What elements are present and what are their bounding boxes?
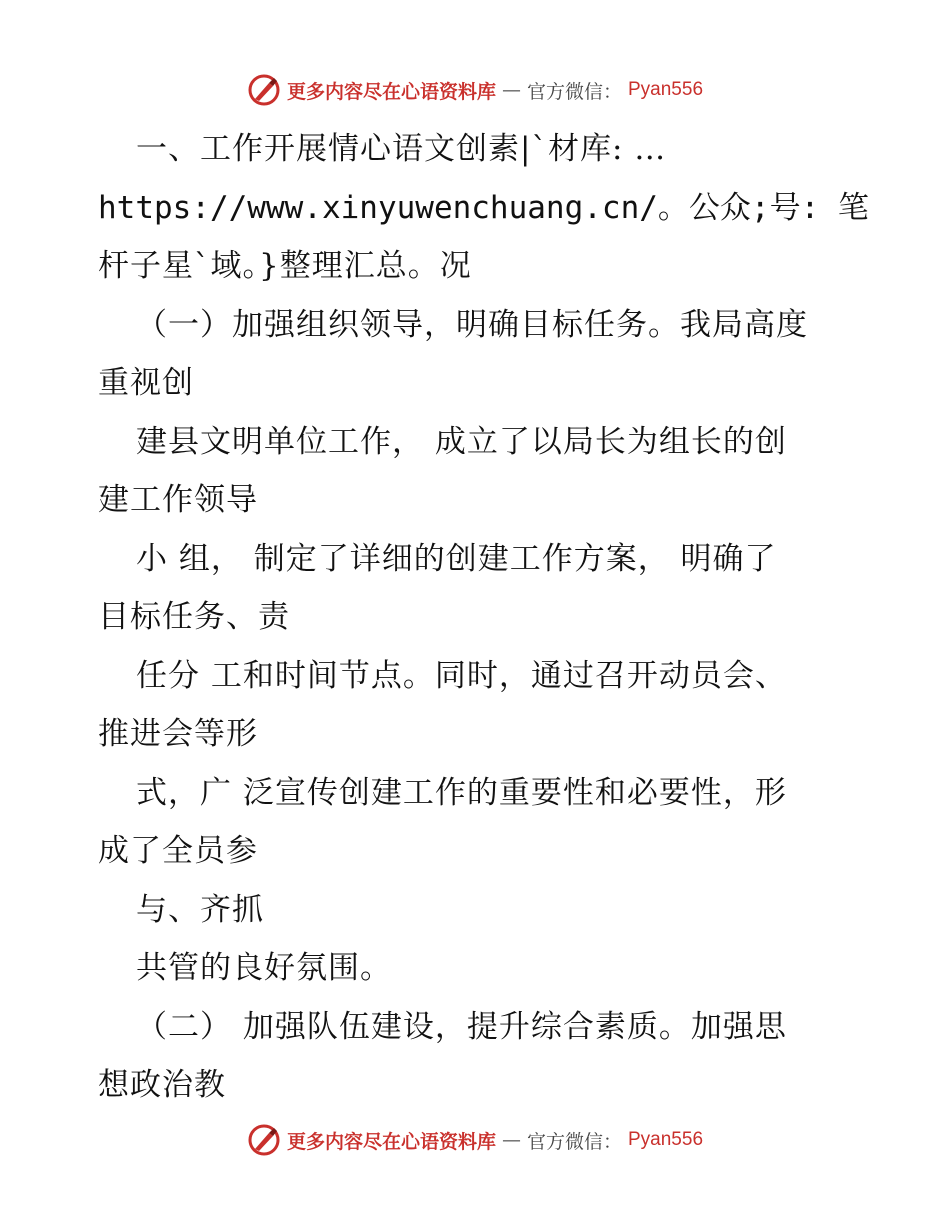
watermark-wechat-label: 官方微信： [526, 80, 622, 103]
text-line: 杆子星`域。}整理汇总。况 [98, 248, 472, 284]
text-line: 想政治教 [98, 1067, 226, 1103]
text-line: 推进会等形 [98, 716, 258, 752]
text-line: 任分 工和时间节点。同时，通过召开动员会、 [136, 657, 787, 694]
text-line: 成了全员参 [98, 833, 258, 869]
watermark-banner-top [0, 70, 950, 110]
brush-pen-icon [247, 73, 281, 107]
text-line: 共管的良好氛围。 [136, 950, 392, 986]
text-line: 式，广 泛宣传创建工作的重要性和必要性，形 [136, 774, 787, 811]
text-line: （二） 加强队伍建设，提升综合素质。加强思 [136, 1008, 787, 1045]
text-line: 目标任务、责 [98, 599, 290, 635]
watermark-separator: — [501, 1129, 521, 1151]
text-line: 与、齐抓 [136, 891, 264, 928]
watermark-wechat-id: Pyan556 [628, 1129, 704, 1150]
text-line: 建县文明单位工作， 成立了以局长为组长的创 [136, 423, 787, 460]
text-line: 小 组， 制定了详细的创建工作方案， 明确了 [136, 540, 777, 577]
text-line: 重视创 [98, 365, 194, 401]
watermark-banner-bottom [0, 1120, 950, 1160]
watermark-wechat-id: Pyan556 [628, 79, 704, 100]
text-line: 一、工作开展情心语文创素|`材库: … [136, 131, 667, 167]
watermark-separator: — [501, 79, 521, 101]
brush-pen-icon [247, 1123, 281, 1157]
url-text: https://www.xinyuwenchuang.cn/。公众;号: 笔 [98, 189, 869, 226]
watermark-main-text: 更多内容尽在心语资料库 [286, 1130, 496, 1153]
watermark-wechat-label: 官方微信： [526, 1130, 622, 1153]
text-line: （一）加强组织领导，明确目标任务。我局高度 [136, 306, 808, 343]
watermark-main-text: 更多内容尽在心语资料库 [286, 80, 496, 103]
text-line: 建工作领导 [98, 482, 258, 518]
text-line [98, 179, 869, 238]
document-body [98, 120, 869, 1115]
